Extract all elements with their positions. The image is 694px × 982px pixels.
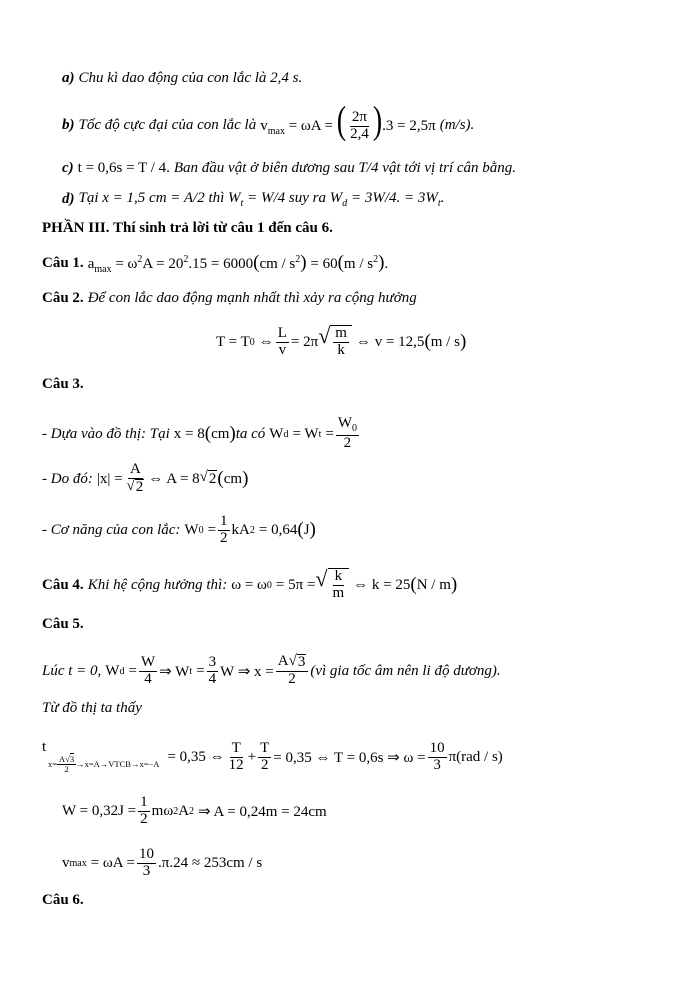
unit: N / m bbox=[416, 576, 451, 593]
frac-den: 2,4 bbox=[350, 125, 369, 142]
frac-den: k bbox=[337, 342, 345, 358]
paren-open: ( bbox=[337, 252, 344, 273]
answer-c bbox=[62, 160, 516, 177]
eq-symbol: t bbox=[42, 739, 47, 756]
paren-open: ( bbox=[253, 252, 260, 273]
sqrt-body: 2 bbox=[208, 471, 217, 487]
radical-sign: √ bbox=[126, 478, 135, 494]
frac-num: 3 bbox=[208, 653, 217, 670]
eq-part: ⇒ W bbox=[159, 663, 190, 680]
fraction bbox=[276, 654, 309, 688]
eq-part: = 5π = bbox=[275, 576, 316, 593]
paren-close: ) bbox=[372, 99, 383, 143]
paren-close: ) bbox=[229, 423, 236, 444]
question-5-line-4 bbox=[62, 788, 327, 834]
superscript: 2 bbox=[189, 805, 195, 817]
answer-b-text: Tốc độ cực đại của con lắc là bbox=[78, 116, 257, 133]
frac-den: 4 bbox=[144, 670, 152, 687]
paren-open: ( bbox=[204, 423, 212, 444]
eq-part: W bbox=[269, 425, 284, 442]
eq-part: x = 8 bbox=[173, 425, 205, 442]
text-part: Khi hệ cộng hưởng thì: bbox=[87, 576, 228, 593]
question-5-line-1 bbox=[42, 648, 501, 694]
frac-den: 4 bbox=[208, 670, 217, 687]
subscript: max bbox=[69, 857, 87, 869]
eq-part: .3 = 2,5π bbox=[382, 117, 436, 134]
frac-num: k bbox=[334, 568, 343, 585]
question-1 bbox=[42, 252, 388, 275]
eq-part: ⇒ A = 0,24m = 24cm bbox=[198, 803, 327, 820]
superscript: 2 bbox=[183, 254, 189, 265]
superscript: 2 bbox=[373, 254, 379, 265]
answer-b-equation bbox=[260, 99, 436, 143]
question-2-equation bbox=[216, 318, 466, 366]
sqrt bbox=[315, 568, 349, 602]
subscript-part: →x=A→VTCB→x=−A bbox=[76, 759, 160, 770]
frac-num: m bbox=[335, 325, 347, 342]
frac-num: T bbox=[231, 739, 241, 756]
sqrt bbox=[200, 470, 218, 488]
eq-part: ⇔ v = 12,5 bbox=[355, 333, 425, 350]
sqrt-body: 3 bbox=[69, 754, 75, 765]
eq-part: = bbox=[128, 662, 137, 679]
paren-open: ( bbox=[424, 331, 431, 352]
paren-open: ( bbox=[410, 574, 417, 595]
text-part: = W/4 suy ra W bbox=[243, 190, 343, 206]
subscript: 0 bbox=[352, 423, 357, 435]
paren-open: ( bbox=[297, 519, 304, 540]
question-3-line-1 bbox=[42, 412, 361, 456]
eq-part: = bbox=[325, 425, 334, 442]
superscript: 2 bbox=[137, 254, 143, 265]
paren-close: ) bbox=[450, 574, 458, 595]
eq-part: . bbox=[384, 256, 389, 272]
time-symbol bbox=[42, 740, 159, 774]
frac-num: A bbox=[277, 653, 289, 670]
answer-a bbox=[62, 70, 302, 87]
radical-sign: √ bbox=[318, 323, 331, 349]
answer-c-text: Ban đầu vật ở biên dương sau T/4 vật tới vị trí cân bằng. bbox=[173, 160, 517, 176]
answer-b-unit: (m/s). bbox=[439, 116, 475, 133]
superscript: 2 bbox=[173, 805, 179, 817]
text-part: Tại x = 1,5 cm = A/2 thì W bbox=[78, 190, 241, 206]
subscript: 0 bbox=[266, 579, 272, 591]
frac-num: W bbox=[140, 653, 156, 670]
eq-part: .15 = 6000 bbox=[188, 256, 254, 272]
subscript: t bbox=[318, 428, 322, 440]
eq-part: A = 20 bbox=[142, 256, 184, 272]
question-6-label: Câu 6. bbox=[42, 892, 84, 908]
eq-part: = ω bbox=[115, 256, 138, 272]
frac-den: 3 bbox=[142, 862, 151, 879]
question-3-label: Câu 3. bbox=[42, 376, 84, 392]
text-part: ta có bbox=[235, 425, 266, 442]
paren-close: ) bbox=[309, 519, 316, 540]
question-2 bbox=[42, 290, 417, 307]
frac-den: 2 bbox=[64, 764, 69, 774]
eq-subscript: max bbox=[267, 125, 285, 137]
frac-num: 1 bbox=[220, 512, 228, 529]
unit: m / s bbox=[343, 256, 374, 272]
fraction bbox=[139, 655, 157, 688]
answer-b-label: b) bbox=[62, 116, 75, 133]
fraction bbox=[428, 741, 447, 774]
subscript: 0 bbox=[249, 336, 255, 348]
paren-open: ( bbox=[336, 99, 347, 143]
unit: cm bbox=[211, 425, 230, 442]
paren-open: ( bbox=[217, 468, 224, 489]
eq-part: = W bbox=[292, 425, 319, 442]
text-part: Lúc t = 0, bbox=[42, 662, 102, 679]
radical-sign: √ bbox=[315, 566, 328, 592]
text-part: . bbox=[440, 190, 445, 206]
frac-den: 2 bbox=[343, 434, 352, 451]
eq-part: ⇔ A = 8 bbox=[148, 470, 200, 487]
frac-num: 10 bbox=[429, 739, 445, 756]
radical-sign: √ bbox=[288, 653, 297, 670]
subscript: d bbox=[119, 665, 125, 677]
frac-num: T bbox=[260, 739, 270, 756]
eq-part: = bbox=[207, 521, 217, 538]
eq-part: π(rad / s) bbox=[448, 748, 503, 765]
question-2-text: Để con lắc dao động mạnh nhất thì xảy ra cộng hưởng bbox=[87, 290, 417, 306]
eq-symbol: a bbox=[87, 256, 95, 272]
unit: m / s bbox=[430, 333, 460, 350]
eq-symbol: v bbox=[260, 117, 268, 134]
eq-part: = ωA = bbox=[288, 117, 333, 134]
sqrt bbox=[318, 325, 352, 359]
fraction bbox=[227, 741, 246, 774]
frac-num: L bbox=[277, 324, 287, 341]
eq-part: = 60 bbox=[310, 256, 338, 272]
answer-c-label: c) bbox=[62, 160, 74, 176]
eq-part: W ⇒ x = bbox=[220, 663, 274, 680]
eq-part: = 0,35 ⇔ bbox=[167, 748, 225, 765]
paren-close: ) bbox=[242, 468, 249, 489]
question-5-line-2: Từ đồ thị ta thấy bbox=[42, 700, 142, 716]
eq-part: ⇔ k = 25 bbox=[353, 576, 411, 593]
question-label: Câu 4. bbox=[42, 576, 84, 593]
frac-num: 10 bbox=[139, 845, 155, 862]
frac-num: A bbox=[59, 754, 66, 765]
iff-symbol: ⇔ bbox=[258, 333, 274, 350]
answer-a-text: Chu kì dao động của con lắc là 2,4 s. bbox=[78, 70, 303, 86]
question-5-line-5 bbox=[62, 840, 262, 886]
question-5-line-3 bbox=[42, 734, 503, 780]
subscript: t bbox=[240, 198, 244, 209]
frac-den: 2 bbox=[260, 756, 269, 773]
subscript: t bbox=[437, 198, 441, 209]
fraction bbox=[336, 416, 359, 451]
radical-sign: √ bbox=[199, 469, 208, 485]
frac-den: 2 bbox=[135, 479, 144, 495]
eq-part: W = 0,32J = bbox=[62, 802, 137, 819]
eq-part: kA bbox=[231, 521, 250, 538]
answer-d-label: d) bbox=[62, 191, 75, 207]
eq-part: = bbox=[196, 662, 205, 679]
answer-b bbox=[62, 100, 474, 150]
subscript: 0 bbox=[198, 524, 204, 536]
fraction bbox=[276, 326, 289, 359]
frac-den: 2 bbox=[288, 671, 296, 687]
answer-d bbox=[62, 190, 444, 209]
fraction bbox=[207, 655, 219, 688]
superscript: 2 bbox=[295, 254, 301, 265]
unit: cm / s bbox=[259, 256, 296, 272]
subscript: t bbox=[189, 665, 193, 677]
sqrt-body: 3 bbox=[297, 654, 306, 671]
eq-part: |x| = bbox=[96, 470, 123, 487]
paren-close: ) bbox=[378, 252, 385, 273]
text-part: (vì gia tốc âm nên li độ dương). bbox=[310, 662, 501, 679]
section-heading: PHẦN III. Thí sinh trả lời từ câu 1 đến câu 6. bbox=[42, 220, 333, 236]
fraction bbox=[138, 795, 150, 828]
eq-symbol: v bbox=[62, 854, 70, 871]
text-part: - Dựa vào đồ thị: Tại bbox=[42, 425, 170, 442]
fraction: $\frac{A√3}{2}$ bbox=[59, 754, 75, 774]
eq-part: .π.24 ≈ 253cm / s bbox=[158, 854, 263, 871]
question-label: Câu 2. bbox=[42, 290, 84, 306]
answer-c-equation: t = 0,6s = T / 4. bbox=[77, 160, 170, 176]
question-1-equation bbox=[88, 252, 388, 275]
frac-den: 2 bbox=[140, 810, 148, 827]
frac-den: m bbox=[332, 585, 345, 601]
eq-part: T = T bbox=[216, 333, 250, 350]
fraction bbox=[348, 110, 371, 143]
frac-den: v bbox=[278, 341, 287, 358]
eq-part: = 2π bbox=[290, 333, 319, 350]
fraction bbox=[137, 847, 156, 880]
text-part: = 3W/4. = 3W bbox=[347, 190, 438, 206]
eq-part: + bbox=[247, 748, 257, 765]
question-3-line-2 bbox=[42, 456, 248, 502]
unit: cm bbox=[223, 470, 243, 487]
answer-d-text bbox=[79, 190, 445, 209]
question-4 bbox=[42, 562, 457, 608]
time-subscript bbox=[48, 755, 159, 774]
eq-part: W bbox=[105, 662, 120, 679]
subscript-part: x= bbox=[48, 759, 58, 770]
fraction bbox=[125, 462, 147, 496]
answer-a-label: a) bbox=[62, 70, 75, 86]
frac-den: 3 bbox=[433, 756, 441, 773]
eq-part: ω = ω bbox=[231, 576, 267, 593]
paren-close: ) bbox=[459, 331, 467, 352]
eq-part: A bbox=[178, 802, 190, 819]
paren-close: ) bbox=[300, 252, 307, 273]
eq-part: mω bbox=[151, 802, 174, 819]
question-label: Câu 1. bbox=[42, 255, 84, 271]
fraction bbox=[218, 514, 230, 547]
frac-num: W bbox=[337, 415, 352, 432]
eq-part: W bbox=[184, 521, 199, 538]
fraction bbox=[333, 326, 349, 359]
eq-part: = 0,64 bbox=[258, 521, 298, 538]
frac-den: 2 bbox=[220, 529, 228, 546]
text-part: - Do đó: bbox=[42, 470, 93, 487]
question-5-label: Câu 5. bbox=[42, 616, 84, 632]
question-3-line-3 bbox=[42, 508, 316, 552]
frac-den: 12 bbox=[228, 756, 244, 773]
fraction bbox=[331, 569, 347, 602]
frac-num: A bbox=[129, 461, 141, 478]
superscript: 2 bbox=[249, 524, 255, 536]
frac-num: 1 bbox=[140, 793, 148, 810]
eq-part: = 0,35 ⇔ T = 0,6s ⇒ ω = bbox=[273, 749, 426, 766]
subscript: d bbox=[283, 428, 289, 440]
text-part: - Cơ năng của con lắc: bbox=[42, 521, 181, 538]
unit: J bbox=[303, 521, 310, 538]
frac-num: 2π bbox=[351, 108, 367, 125]
eq-part: = ωA = bbox=[90, 854, 136, 871]
fraction bbox=[258, 741, 271, 774]
subscript: max bbox=[94, 264, 112, 275]
subscript: d bbox=[342, 198, 348, 209]
